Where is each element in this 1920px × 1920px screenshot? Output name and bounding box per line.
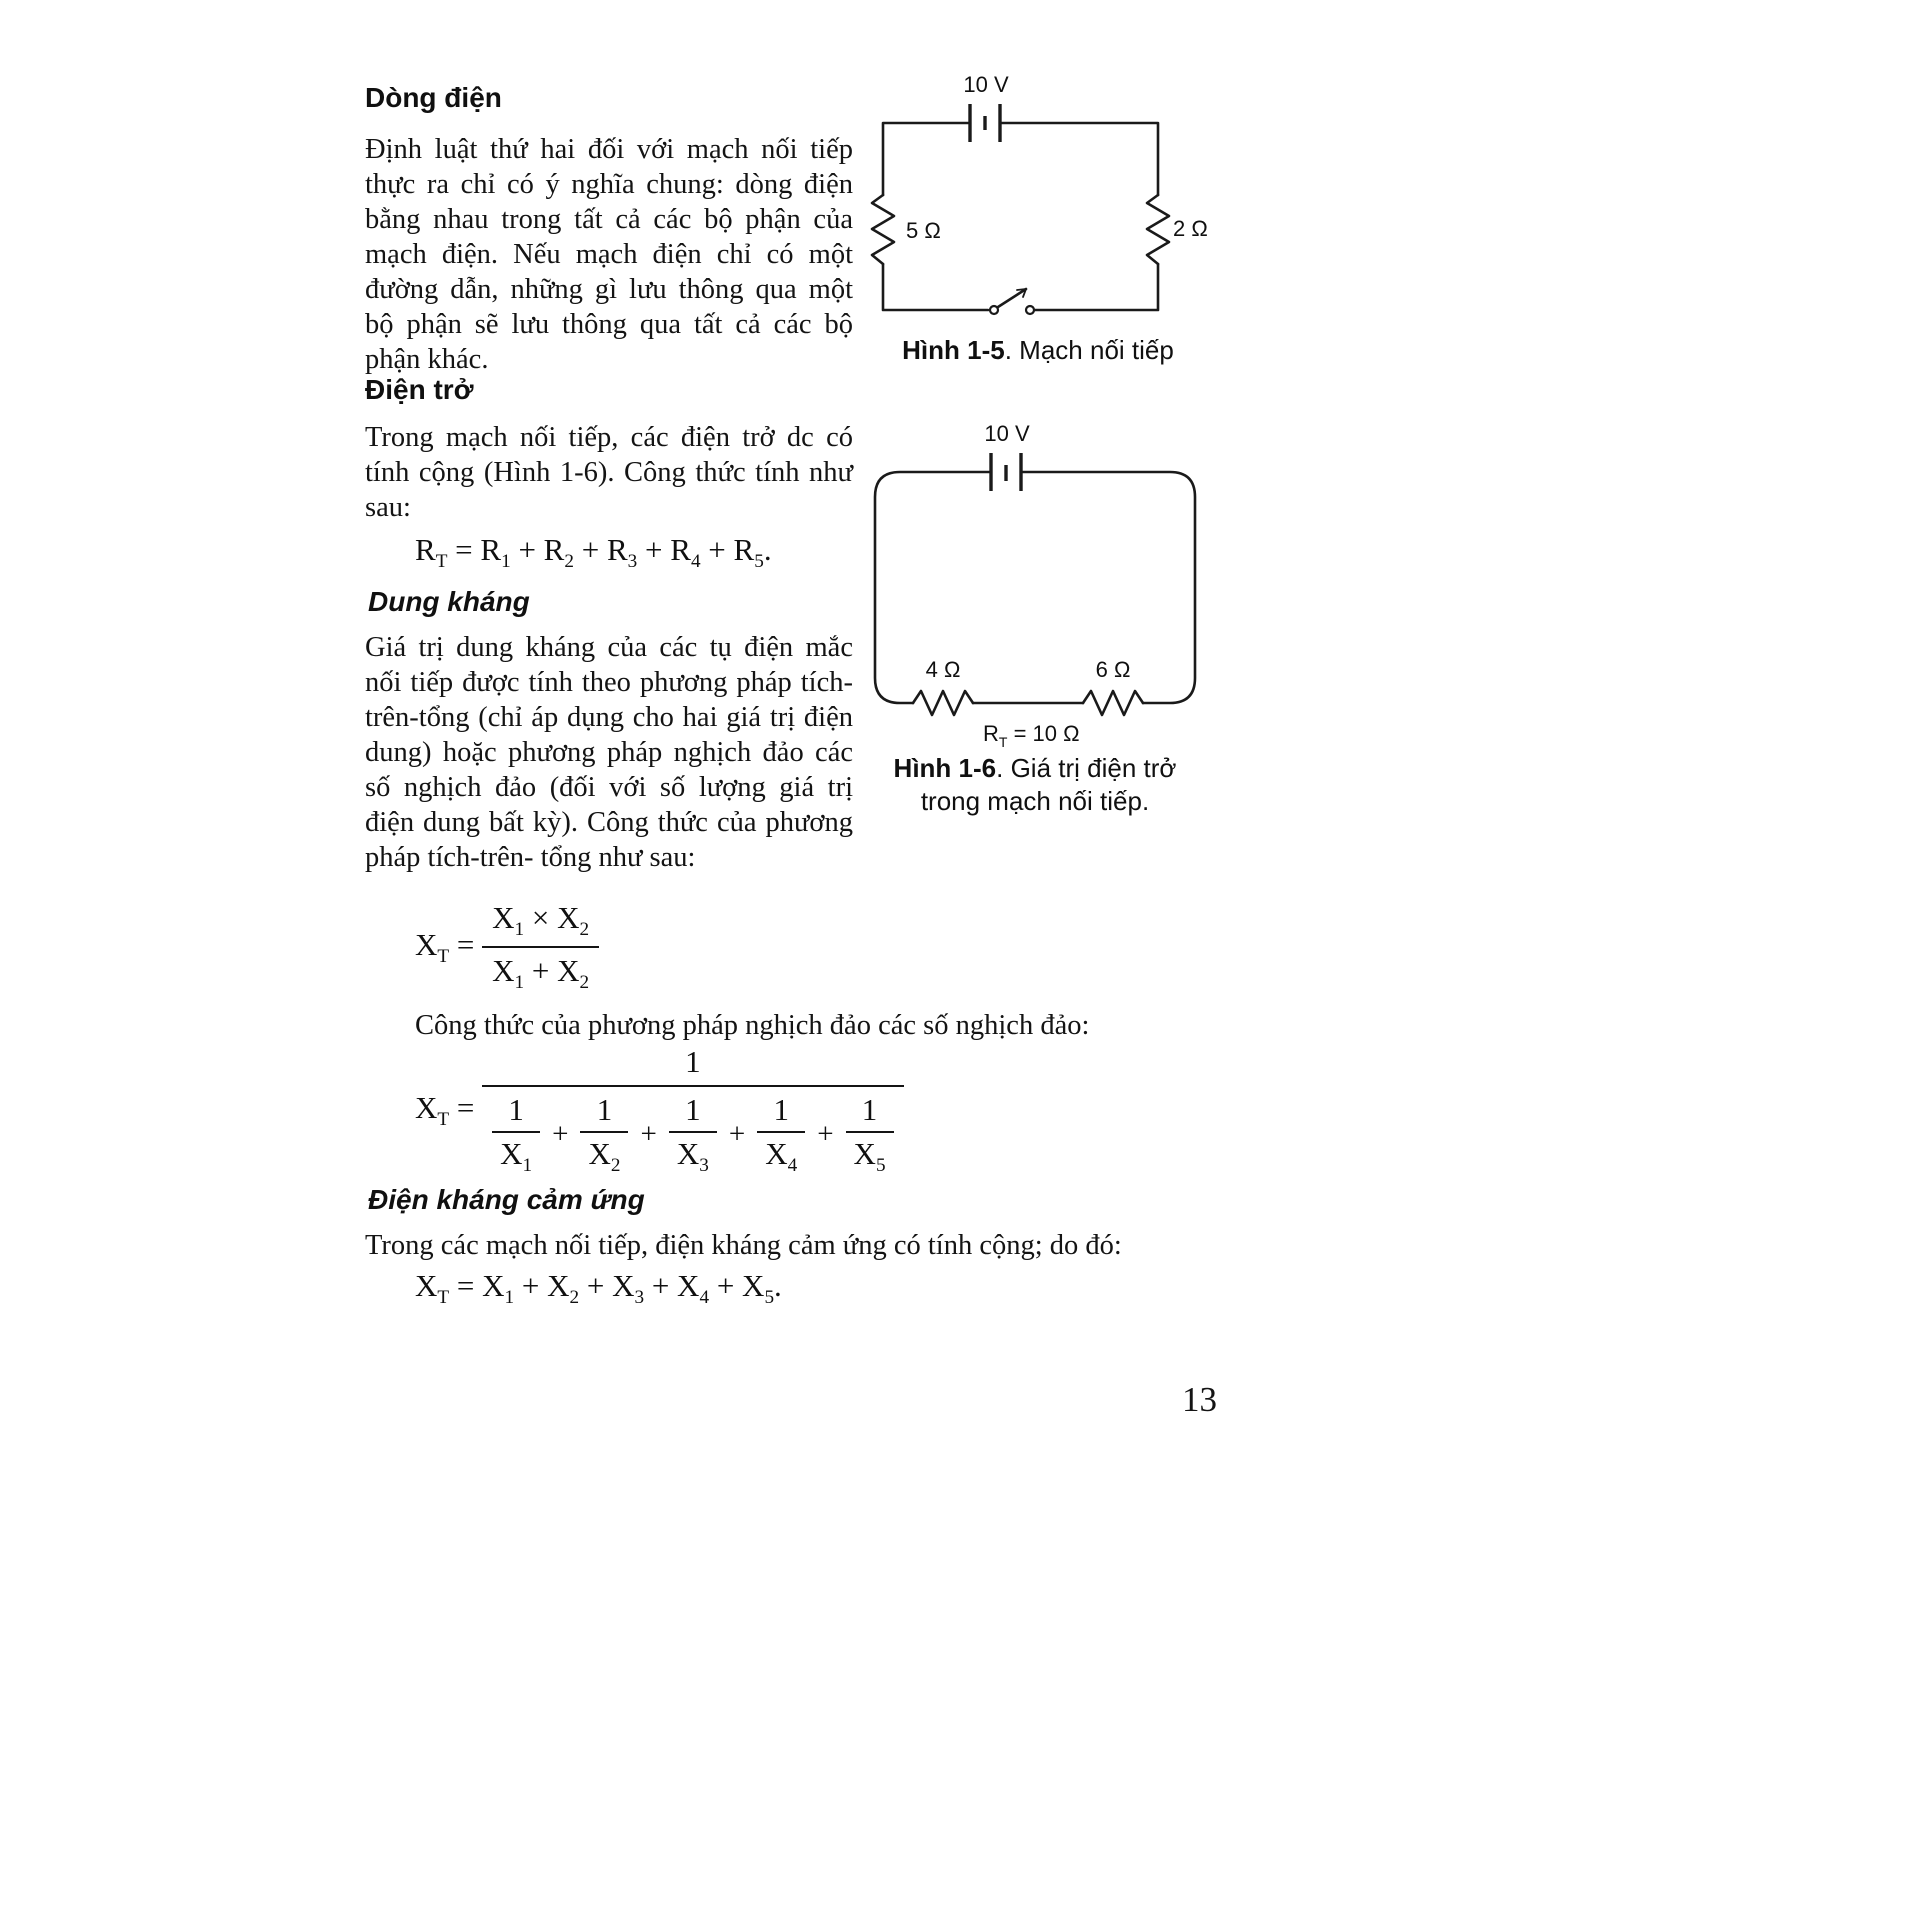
fraction-denominator: $X_1 + X_2$ xyxy=(492,953,590,994)
left-resistor-label: 4 Ω xyxy=(925,657,961,682)
left-resistor-label: 5 Ω xyxy=(906,218,941,243)
paragraph-dien-tro: Trong mạch nối tiếp, các điện trở dc có tính cộng (Hình 1-6). Công thức tính như sau: xyxy=(365,422,853,523)
section-heading-dung-khang: Dung kháng xyxy=(368,586,530,617)
fig-1-5-series-circuit xyxy=(858,68,1218,332)
fig-1-6-caption-text-line2: trong mạch nối tiếp. xyxy=(920,786,1150,816)
reciprocal-term: $\frac{1}{X_2}$ xyxy=(580,1092,628,1177)
wire-top-left xyxy=(883,123,970,195)
wire-bottom-right xyxy=(1035,264,1158,310)
section-heading-dong-dien: Dòng điện xyxy=(365,82,502,113)
fig-1-5-caption xyxy=(858,334,1218,367)
formula-xt-reciprocal xyxy=(415,1042,904,1179)
formula-xt-sum: $X_T = X_1 + X_2 + X_3 + X_4 + X_5$. xyxy=(415,1268,782,1309)
right-resistor-label: 2 Ω xyxy=(1173,216,1208,241)
fig-1-6-caption-text: . Giá trị điện trở xyxy=(996,753,1177,783)
plus-sign: + xyxy=(817,1118,834,1151)
wire-top-right xyxy=(1000,123,1158,195)
fraction xyxy=(482,1042,903,1179)
formula-lhs: $X_T$ = xyxy=(415,926,483,967)
battery-voltage-label: 10 V xyxy=(984,421,1030,446)
resistor-icon-left xyxy=(872,195,894,264)
fig-1-6-caption-number: Hình 1-6 xyxy=(893,753,997,783)
resistor-icon-left xyxy=(913,691,973,715)
page-number: 13 xyxy=(1182,1380,1217,1419)
paragraph-dien-khang: Trong các mạch nối tiếp, điện kháng cảm ứng có tính cộng; do đó: xyxy=(365,1230,1122,1261)
switch-icon xyxy=(990,289,1034,314)
reciprocal-term: $\frac{1}{X_4}$ xyxy=(757,1092,805,1177)
resistor-icon-right xyxy=(1083,691,1143,715)
formula-lhs: $X_T$ = xyxy=(415,1090,483,1131)
resistor-icon-right xyxy=(1147,195,1169,264)
paragraph-dung-khang: Giá trị dung kháng của các tụ điện mắc nối tiếp được tính theo phương pháp tích-trên-tổng (chỉ áp dụng cho hai giá trị điện dung) hoặc phương pháp nghịch đảo các số nghịch đảo (đối với số lượng giá trị điện dung bất kỳ). Công thức của phương pháp tích-trên- tổng như sau: xyxy=(365,632,853,873)
reciprocal-term: $\frac{1}{X_3}$ xyxy=(669,1092,717,1177)
wire-bottom-left xyxy=(883,264,988,310)
fraction xyxy=(482,898,599,996)
section-heading-dien-tro: Điện trở xyxy=(365,374,474,405)
fig-1-5-caption-text: . Mạch nối tiếp xyxy=(1004,335,1174,365)
formula-rt-sum: $R_T = R_1 + R_2 + R_3 + R_4 + R_5$. xyxy=(415,532,772,573)
fig-1-6-caption xyxy=(850,752,1220,818)
plus-sign: + xyxy=(728,1118,746,1151)
fig-1-6-series-resistance-circuit xyxy=(855,415,1215,747)
fraction-numerator: $X_1 \times X_2$ xyxy=(482,898,599,948)
section-heading-dien-khang: Điện kháng cảm ứng xyxy=(368,1184,645,1215)
battery-icon xyxy=(970,104,1000,142)
formula-xt-product-over-sum xyxy=(415,898,599,996)
total-resistance-label: $R_T = 10$ Ω xyxy=(983,721,1080,747)
fig-1-5-caption-number: Hình 1-5 xyxy=(902,335,1005,365)
battery-voltage-label: 10 V xyxy=(963,72,1009,97)
fraction-numerator: 1 xyxy=(482,1042,903,1087)
fraction-denominator xyxy=(482,1087,903,1179)
reciprocal-term: $\frac{1}{X_1}$ xyxy=(492,1092,540,1177)
paragraph-dong-dien: Định luật thứ hai đối với mạch nối tiếp thực ra chỉ có ý nghĩa chung: dòng điện bằng nhau trong tất cả các bộ phận của mạch điện. Nếu mạch điện chỉ có một đường dẫn, những gì lưu thông qua một bộ phận sẽ lưu thông qua tất cả các bộ phận khác. xyxy=(365,134,853,375)
plus-sign: + xyxy=(640,1118,657,1151)
right-resistor-label: 6 Ω xyxy=(1095,657,1131,682)
reciprocal-term: $\frac{1}{X_5}$ xyxy=(846,1092,894,1177)
plus-sign: + xyxy=(552,1118,569,1151)
battery-icon xyxy=(991,453,1021,491)
paragraph-reciprocal-intro: Công thức của phương pháp nghịch đảo các số nghịch đảo: xyxy=(415,1010,1090,1041)
